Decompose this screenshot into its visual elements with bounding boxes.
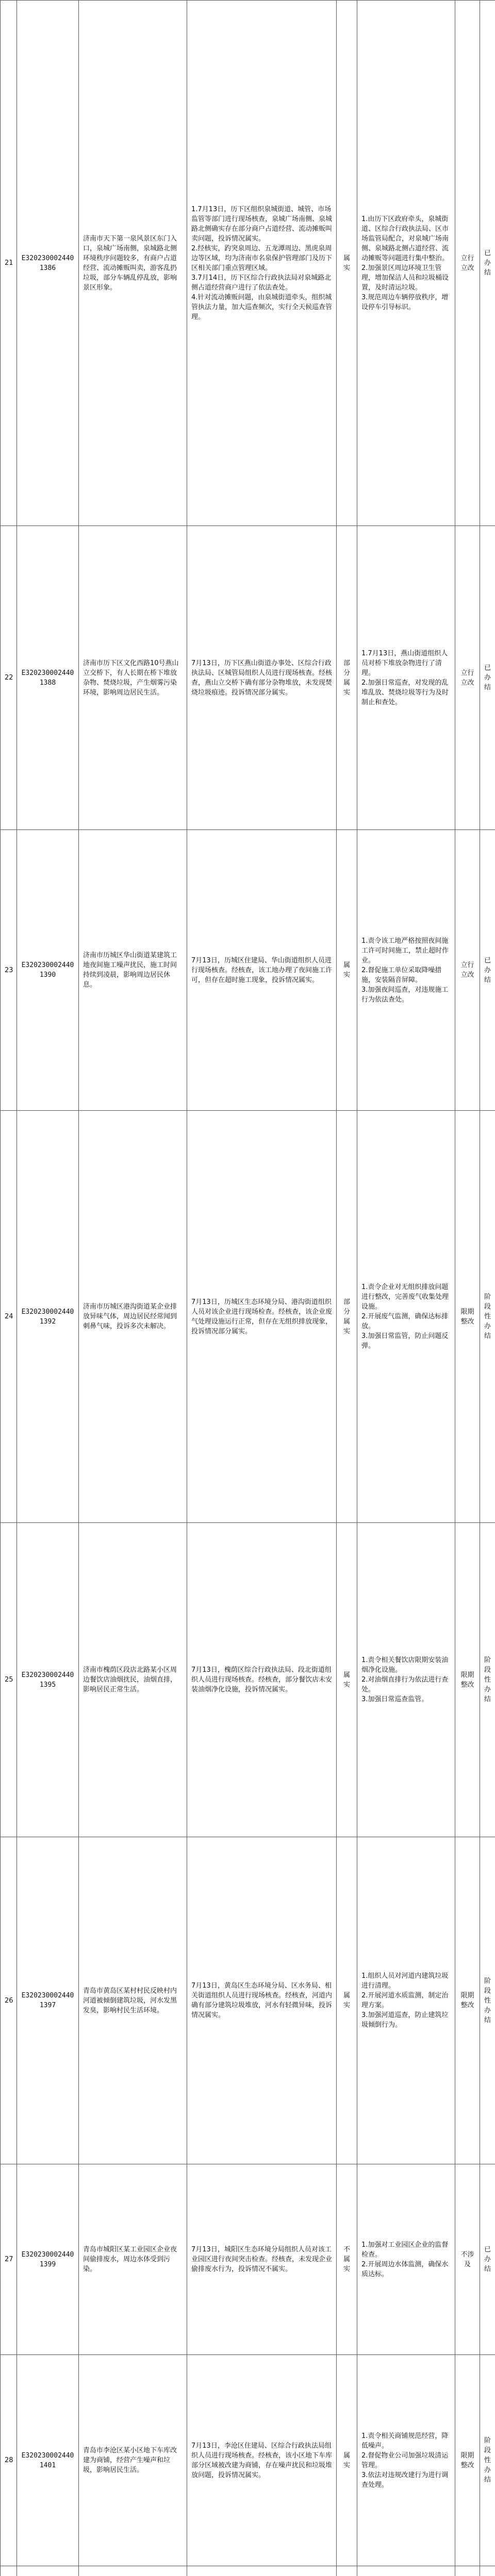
table-row <box>1 1 495 526</box>
measures-text: 1.组织人员对河道内建筑垃圾进行清理。 2.开展河道水质监测，制定治理方案。 3.加强河道巡查，防止建筑垃圾倾倒行为。 <box>361 1972 449 2029</box>
rectification-measures <box>357 2355 455 2566</box>
case-code: E3202300024401390 <box>17 830 79 1111</box>
handling-status <box>480 2566 495 2576</box>
complaint-description-text: 济南市天下第一泉风景区东门入口，泉城广场南侧，泉城路北侧环境秩序问题较多，有商户占道经营、流动摊贩叫卖，游客乱扔垃圾，部分车辆乱停乱放，影响景区形象。 <box>83 234 177 292</box>
verification-text: 1.7月13日，历下区组织泉城街道、城管、市场监管等部门进行现场核查，泉城广场南侧、泉城路北侧确实存在部分商户占道经营、流动摊贩叫卖问题，投诉情况属实。 2.经核实，趵突泉周边、五龙潭周边、黑虎泉周边等区域，均为济南市名泉保护管理部门及历下区相关部门重点管理区域。 3.7月14日，历下区综合行政执法局对泉城路北侧占道经营商户进行了依法查处。 4.针对流动摊贩问题，由泉城街道牵头，组织城管执法力量，加大巡查频次，实行全天候巡查管理。 <box>191 205 333 321</box>
handling-type: 限期整改 <box>455 2355 480 2566</box>
complaint-description <box>79 2164 187 2355</box>
handling-type: 不涉及 <box>455 2164 480 2355</box>
rectification-measures <box>357 1523 455 1837</box>
verification-text: 7月13日，历城区住建局、华山街道组织人员进行现场核查。经核查，该工地办理了夜间施工许可，但存在超时施工现象，投诉情况属实。 <box>191 956 333 984</box>
complaint-description <box>79 526 187 830</box>
complaint-description-text: 青岛市黄岛区某村村民反映村内河道被倾倒建筑垃圾，河水发黑发臭，影响村民生活环境。 <box>83 1987 177 2014</box>
handling-status: 阶段性办结 <box>480 1837 495 2164</box>
table-row <box>1 830 495 1111</box>
case-code: E3202300024401399 <box>17 2164 79 2355</box>
handling-type <box>455 2566 480 2576</box>
verification-result: 属实 <box>337 830 357 1111</box>
row-number: 21 <box>1 1 17 526</box>
handling-status: 已办结 <box>480 2164 495 2355</box>
verification-text: 7月13日，城阳区生态环境分局组织人员对该工业园区进行夜间突击检查。经核查，未发现企业偷排废水行为，投诉情况不属实。 <box>191 2246 333 2273</box>
verification-detail <box>187 526 337 830</box>
complaint-description <box>79 1523 187 1837</box>
handling-type: 限期整改 <box>455 1523 480 1837</box>
complaint-description <box>79 1837 187 2164</box>
rectification-measures <box>357 1 455 526</box>
verification-text: 7月13日，槐荫区综合行政执法局、段北街道组织人员进行现场核查。经核查，部分餐饮店未安装油烟净化设施，投诉情况属实。 <box>191 1666 333 1693</box>
complaint-description <box>79 830 187 1111</box>
row-number: 22 <box>1 526 17 830</box>
complaint-description-text: 济南市历下区文化西路10号燕山立交桥下，有人长期在桥下堆放杂物、焚烧垃圾，产生烟雾污染环境，影响周边居民生活。 <box>83 659 179 697</box>
verification-detail <box>187 2355 337 2566</box>
rectification-measures <box>357 830 455 1111</box>
handling-status: 已办结 <box>480 830 495 1111</box>
case-code <box>17 2566 79 2576</box>
rectification-measures <box>357 1837 455 2164</box>
row-number: 24 <box>1 1111 17 1523</box>
measures-text: 1.责令该工地严格按照夜间施工许可时间施工，禁止超时作业。 2.督促施工单位采取降噪措施，安装隔音屏障。 3.加强夜间巡查，对违规施工行为依法查处。 <box>361 937 449 1004</box>
complaint-description-text: 济南市历城区港沟街道某企业排放异味气体，周边居民经常闻到刺鼻气味，投诉多次未解决。 <box>83 1303 177 1330</box>
row-number: 28 <box>1 2355 17 2566</box>
verification-result: 属实 <box>337 2355 357 2566</box>
verification-detail <box>187 2566 337 2576</box>
verification-text: 7月13日，历城区生态环境分局、港沟街道组织人员对该企业进行现场检查。经核查，该企业废气处理设施运行正常，但存在无组织排放现象，投诉情况部分属实。 <box>191 1298 333 1335</box>
measures-text: 1.加强对工业园区企业的监督检查。 2.开展周边水体监测，确保水质达标。 <box>361 2241 449 2278</box>
verification-detail <box>187 830 337 1111</box>
handling-status: 已办结 <box>480 526 495 830</box>
table-row <box>1 2566 495 2576</box>
verification-text: 7月13日，历下区燕山街道办事处、区综合行政执法局、区城管局组织人员进行现场核查。经核查，燕山立交桥下确有部分杂物堆放，未发现焚烧垃圾痕迹。投诉情况部分属实。 <box>191 659 333 697</box>
table-body <box>1 1 495 2576</box>
measures-text: 1.责令企业对无组织排放问题进行整改，完善废气收集处理设施。 2.开展废气监测，确保达标排放。 3.加强日常监管，防止问题反弹。 <box>361 1283 449 1350</box>
verification-text: 7月13日，李沧区住建局、区综合行政执法局组织人员进行现场核查。经核查，该小区地下车库部分区域被改建为商铺，存在噪声扰民和垃圾堆放问题，投诉情况属实。 <box>191 2442 333 2479</box>
case-code: E3202300024401397 <box>17 1837 79 2164</box>
handling-type: 立行立改 <box>455 526 480 830</box>
handling-type: 限期整改 <box>455 1837 480 2164</box>
row-number <box>1 2566 17 2576</box>
handling-type: 限期整改 <box>455 1111 480 1523</box>
verification-text: 7月13日，黄岛区生态环境分局、区水务局、相关街道组织人员进行现场核查。经核查，河道内确有部分建筑垃圾堆放，河水有轻微异味，投诉情况属实。 <box>191 1982 333 2019</box>
rectification-measures <box>357 2566 455 2576</box>
handling-status: 阶段性办结 <box>480 1523 495 1837</box>
row-number: 26 <box>1 1837 17 2164</box>
case-code: E3202300024401392 <box>17 1111 79 1523</box>
verification-result: 不属实 <box>337 2164 357 2355</box>
case-code: E3202300024401388 <box>17 526 79 830</box>
measures-text: 1.7月13日，燕山街道组织人员对桥下堆放杂物进行了清理。 2.加强日常巡查，对发现的乱堆乱放、焚烧垃圾等行为及时制止和查处。 <box>361 649 449 706</box>
table-row <box>1 2355 495 2566</box>
complaint-description-text: 济南市历城区华山街道某建筑工地夜间施工噪声扰民，施工时间持续到凌晨，影响周边居民休息。 <box>83 952 177 989</box>
verification-detail <box>187 1111 337 1523</box>
complaint-description <box>79 1 187 526</box>
verification-detail <box>187 1 337 526</box>
case-code: E3202300024401401 <box>17 2355 79 2566</box>
table-row <box>1 526 495 830</box>
case-code: E3202300024401386 <box>17 1 79 526</box>
verification-detail <box>187 2164 337 2355</box>
complaint-description-text: 济南市槐荫区段店北路某小区周边餐饮店油烟扰民，油烟直排，影响居民正常生活。 <box>83 1666 177 1693</box>
complaint-description-text: 青岛市城阳区某工业园区企业夜间偷排废水，周边水体受到污染。 <box>83 2246 177 2273</box>
complaint-description-text: 青岛市李沧区某小区地下车库改建为商铺，经营产生噪声和垃圾，影响居民生活。 <box>83 2447 177 2474</box>
handling-type: 立行立改 <box>455 1 480 526</box>
row-number: 27 <box>1 2164 17 2355</box>
handling-status: 已办结 <box>480 1 495 526</box>
handling-type: 立行立改 <box>455 830 480 1111</box>
row-number: 25 <box>1 1523 17 1837</box>
rectification-measures <box>357 2164 455 2355</box>
handling-status: 阶段性办结 <box>480 1111 495 1523</box>
row-number: 23 <box>1 830 17 1111</box>
complaint-description <box>79 1111 187 1523</box>
verification-result: 属实 <box>337 1523 357 1837</box>
measures-text: 1.责令相关商铺规范经营，降低噪声。 2.督促物业公司加强垃圾清运管理。 3.依法对违规改建行为进行调查处理。 <box>361 2432 449 2489</box>
rectification-measures <box>357 526 455 830</box>
table-row <box>1 2164 495 2355</box>
case-code: E3202300024401395 <box>17 1523 79 1837</box>
verification-result: 属实 <box>337 1 357 526</box>
verification-detail <box>187 1523 337 1837</box>
handling-status: 阶段性办结 <box>480 2355 495 2566</box>
verification-result <box>337 2566 357 2576</box>
table-row <box>1 1111 495 1523</box>
rectification-measures <box>357 1111 455 1523</box>
table-row <box>1 1523 495 1837</box>
measures-text: 1.由历下区政府牵头，泉城街道、区综合行政执法局、区市场监管局配合，对泉城广场南侧、泉城路北侧占道经营、流动摊贩等问题进行集中整治。 2.加强景区周边环境卫生管理，增加保洁人员和垃圾桶设置，及时清运垃圾。 3.规范周边车辆停放秩序，增设停车引导标识。 <box>361 215 449 311</box>
complaint-description <box>79 2566 187 2576</box>
verification-detail <box>187 1837 337 2164</box>
table-row <box>1 1837 495 2164</box>
verification-result: 部分属实 <box>337 526 357 830</box>
measures-text: 1.责令相关餐饮店限期安装油烟净化设施。 2.对油烟直排行为依法进行查处。 3.加强日常巡查监管。 <box>361 1656 449 1703</box>
complaint-description <box>79 2355 187 2566</box>
verification-result: 部分属实 <box>337 1111 357 1523</box>
verification-result: 属实 <box>337 1837 357 2164</box>
